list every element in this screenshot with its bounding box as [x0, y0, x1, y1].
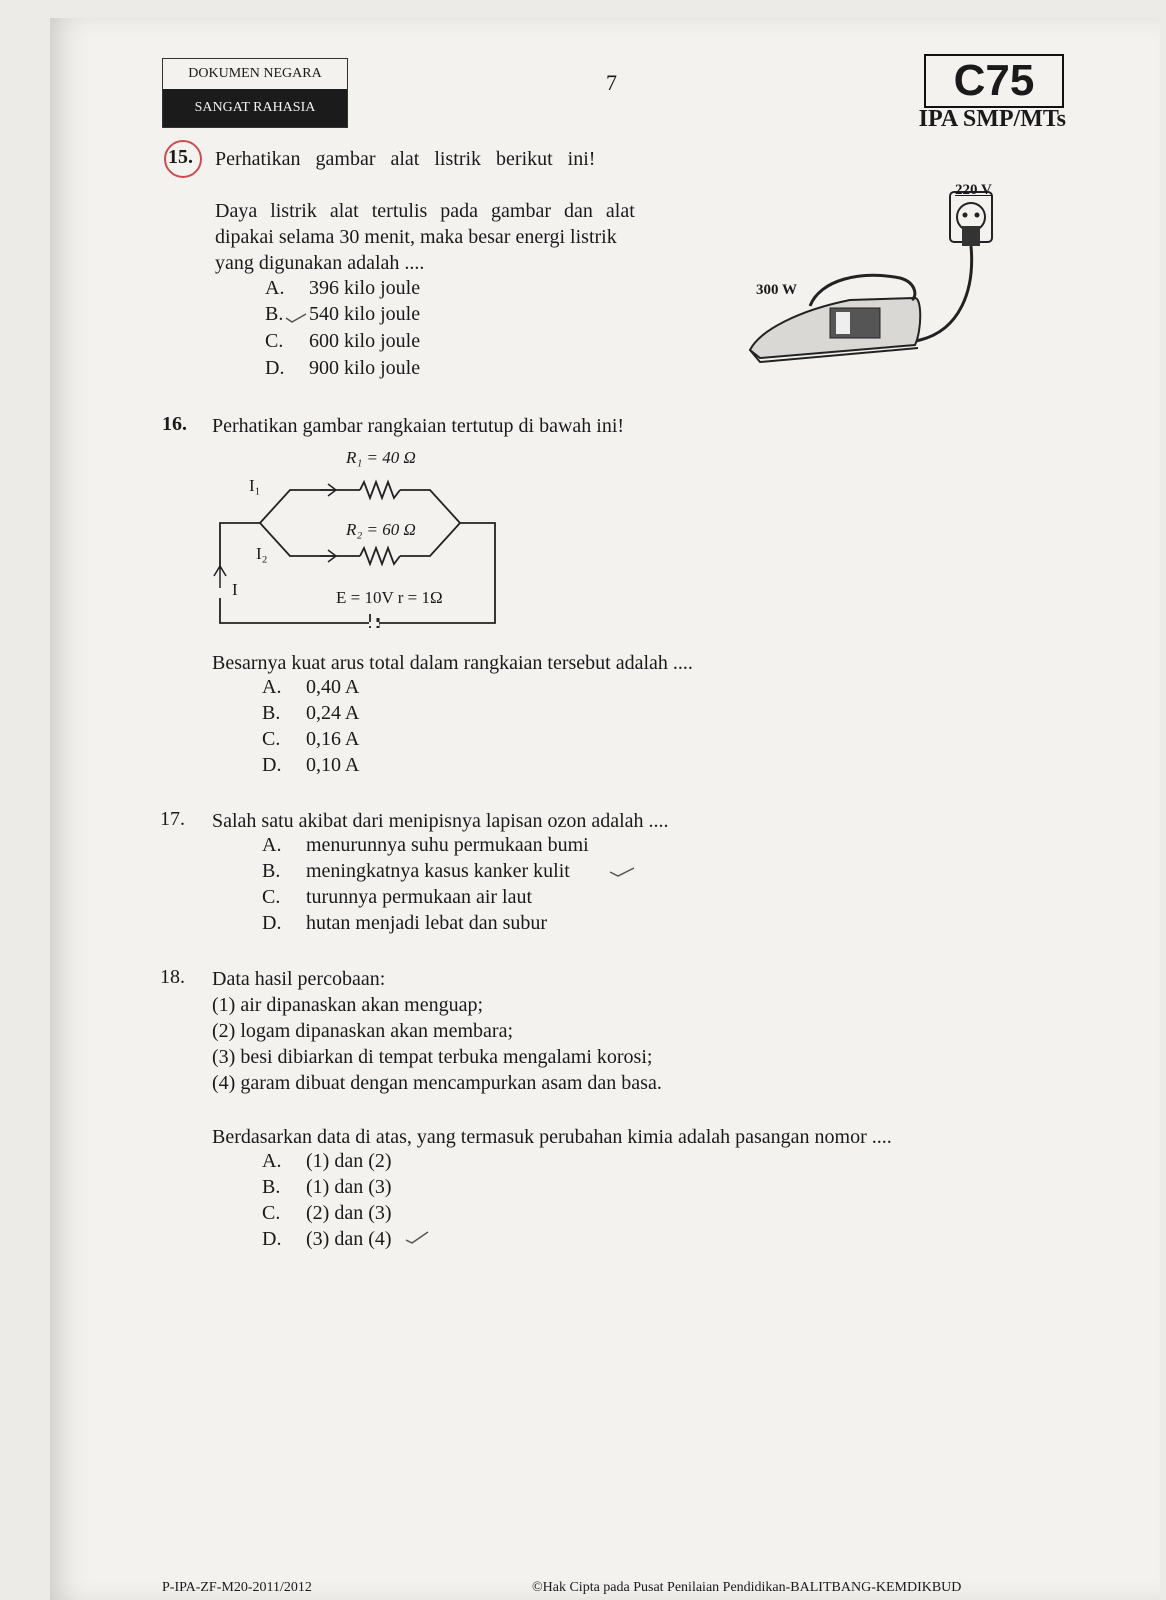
q18-item-3: (3) besi dibiarkan di tempat terbuka mengalami korosi;: [212, 1046, 653, 1068]
source-label: E = 10V r = 1Ω: [336, 588, 443, 607]
q15-option-d: D. 900 kilo joule: [265, 357, 421, 379]
q18-question: Berdasarkan data di atas, yang termasuk perubahan kimia adalah pasangan nomor ....: [212, 1126, 892, 1148]
answer-check-mark: [404, 1230, 430, 1244]
q16-number: 16.: [162, 413, 187, 435]
q18-number: 18.: [160, 966, 185, 988]
q16-option-d: D. 0,10 A: [262, 754, 360, 776]
r2-label: R₂ = 60 Ω: [346, 520, 416, 539]
q17-number: 17.: [160, 808, 185, 830]
q18-option-b: B. (1) dan (3): [262, 1176, 392, 1198]
q17-option-a: A. menurunnya suhu permukaan bumi: [262, 834, 589, 856]
doc-status-bottom: SANGAT RAHASIA: [163, 89, 347, 127]
q18-option-a: A. (1) dan (2): [262, 1150, 392, 1172]
q18-item-1: (1) air dipanaskan akan menguap;: [212, 994, 484, 1016]
answer-check-mark: [608, 866, 636, 878]
q15-number: 15.: [168, 146, 193, 168]
i1-label: I₁: [249, 476, 261, 495]
q15-line2: Daya listrik alat tertulis pada gambar dan alat: [215, 200, 635, 222]
q18-item-2: (2) logam dipanaskan akan membara;: [212, 1020, 513, 1042]
q17-text: Salah satu akibat dari menipisnya lapisan ozon adalah ....: [212, 810, 669, 832]
q16-option-b: B. 0,24 A: [262, 702, 360, 724]
q16-question: Besarnya kuat arus total dalam rangkaian tersebut adalah ....: [212, 652, 693, 674]
iron-figure: [740, 180, 1000, 380]
q15-line4: yang digunakan adalah ....: [215, 252, 425, 274]
doc-status-top: DOKUMEN NEGARA: [163, 59, 347, 89]
r1-label: R₁ = 40 Ω: [346, 448, 416, 467]
q18-option-d: D. (3) dan (4): [262, 1228, 392, 1250]
figure-voltage-label: 220 V: [955, 182, 992, 198]
q15-line1: Perhatikan gambar alat listrik berikut ini!: [215, 148, 596, 170]
answer-check-mark: [284, 312, 308, 324]
q17-option-b: B. meningkatnya kasus kanker kulit: [262, 860, 570, 882]
q17-option-d: D. hutan menjadi lebat dan subur: [262, 912, 548, 934]
q18-text: Data hasil percobaan:: [212, 968, 386, 990]
figure-power-label: 300 W: [756, 282, 797, 298]
i-label: I: [232, 580, 238, 599]
footer-copyright: ©Hak Cipta pada Pusat Penilaian Pendidikan-BALITBANG-KEMDIKBUD: [532, 1580, 962, 1595]
q16-option-c: C. 0,16 A: [262, 728, 360, 750]
i2-label: I₂: [256, 544, 268, 563]
q16-text: Perhatikan gambar rangkaian tertutup di bawah ini!: [212, 415, 625, 437]
q15-option-a: A. 396 kilo joule: [265, 277, 421, 299]
document-status-box: [162, 58, 348, 128]
q18-option-c: C. (2) dan (3): [262, 1202, 392, 1224]
q15-option-c: C. 600 kilo joule: [265, 330, 421, 352]
exam-code: C75: [924, 54, 1064, 108]
page-number: 7: [606, 70, 617, 95]
q15-line3: dipakai selama 30 menit, maka besar energi listrik: [215, 226, 617, 248]
q16-option-a: A. 0,40 A: [262, 676, 360, 698]
subject-label: IPA SMP/MTs: [918, 106, 1066, 132]
q15-option-b: B. 540 kilo joule: [265, 303, 421, 325]
q17-option-c: C. turunnya permukaan air laut: [262, 886, 533, 908]
footer-code: P-IPA-ZF-M20-2011/2012: [162, 1580, 312, 1595]
q18-item-4: (4) garam dibuat dengan mencampurkan asam dan basa.: [212, 1072, 662, 1094]
